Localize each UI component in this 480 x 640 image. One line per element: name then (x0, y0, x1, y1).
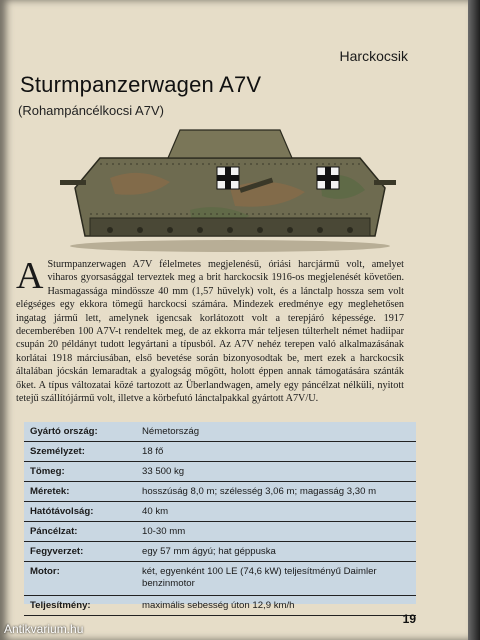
section-category: Harckocsik (339, 48, 408, 64)
page-edge (468, 0, 480, 640)
spec-value: két, egyenként 100 LE (74,6 kW) teljesítményű Daimler benzinmotor (142, 566, 377, 589)
spec-label: Páncélzat: (30, 526, 78, 537)
spec-value: 33 500 kg (142, 466, 185, 477)
spec-row (24, 596, 416, 616)
watermark: Antikvarium.hu (4, 622, 84, 636)
page-title: Sturmpanzerwagen A7V (20, 72, 262, 97)
spec-value: maximális sebesség úton 12,9 km/h (142, 600, 295, 611)
spec-value: Németország (142, 426, 200, 437)
spec-row (24, 542, 416, 562)
spec-value: 10-30 mm (142, 526, 186, 537)
spec-row (24, 442, 416, 462)
spec-label: Méretek: (30, 486, 70, 497)
spec-value: egy 57 mm ágyú; hat géppuska (142, 546, 276, 557)
tank-icon (60, 118, 400, 258)
spec-row (24, 482, 416, 502)
spec-row (24, 522, 416, 542)
spec-label: Tömeg: (30, 466, 65, 477)
spec-label: Személyzet: (30, 446, 85, 457)
spec-label: Teljesítmény: (30, 600, 91, 611)
page-number: 19 (402, 612, 416, 626)
spec-row (24, 462, 416, 482)
spec-label: Hatótávolság: (30, 506, 94, 517)
article-text: Sturmpanzerwagen A7V félelmetes megjelenésű, óriási harcjármű volt, amelyet viharos gyorsasággal terveztek meg a brit harckocsik 1916-os megjelenését követően. Hasmagassága mindössze 40 mm (1,57 hüvelyk) volt, és a lánctalp hossza sem volt elégséges egy ekkora tömegű harckocsi számára. Mindezek eredménye egy meglehetősen ingatag jármű lett, amelynek igencsak korlátozott volt a terepjáró képessége. 1917 decemberében 100 A7V-t rendeltek meg, de az ekkorra már teljesen túlterhelt német hadiipar csupán 20 példányt tudott legyártani a típusból. Az A7V nehéz terepen való alkalmazásának korlátai 1918 márciusában, első bevetése során bizonyosodtak be, mert ezek a harckocsik általában jócskán lemaradtak a gyalogság mögött, holott éppen annak támogatására szánták őket. A típus változatai közé tartozott az Überlandwagen, amely egy páncélzat nélküli, nyitott tetejű szállítójármű volt, illetve a körbefutó lánctalpakkal gyártott A7V/U. (16, 259, 404, 405)
spec-label: Gyártó ország: (30, 426, 98, 437)
tank-illustration (60, 118, 400, 258)
spec-value: 18 fő (142, 446, 164, 457)
spec-value: 40 km (142, 506, 169, 517)
drop-cap: A (16, 255, 44, 297)
spec-row (24, 562, 416, 596)
spec-label: Motor: (30, 566, 60, 577)
spec-row (24, 502, 416, 522)
spec-value: hosszúság 8,0 m; szélesség 3,06 m; magasság 3,30 m (142, 486, 377, 497)
spec-label: Fegyverzet: (30, 546, 84, 557)
article-body (16, 255, 404, 405)
spec-table (24, 422, 416, 611)
spec-row (24, 422, 416, 442)
page-subtitle: (Rohampáncélkocsi A7V) (18, 103, 164, 118)
